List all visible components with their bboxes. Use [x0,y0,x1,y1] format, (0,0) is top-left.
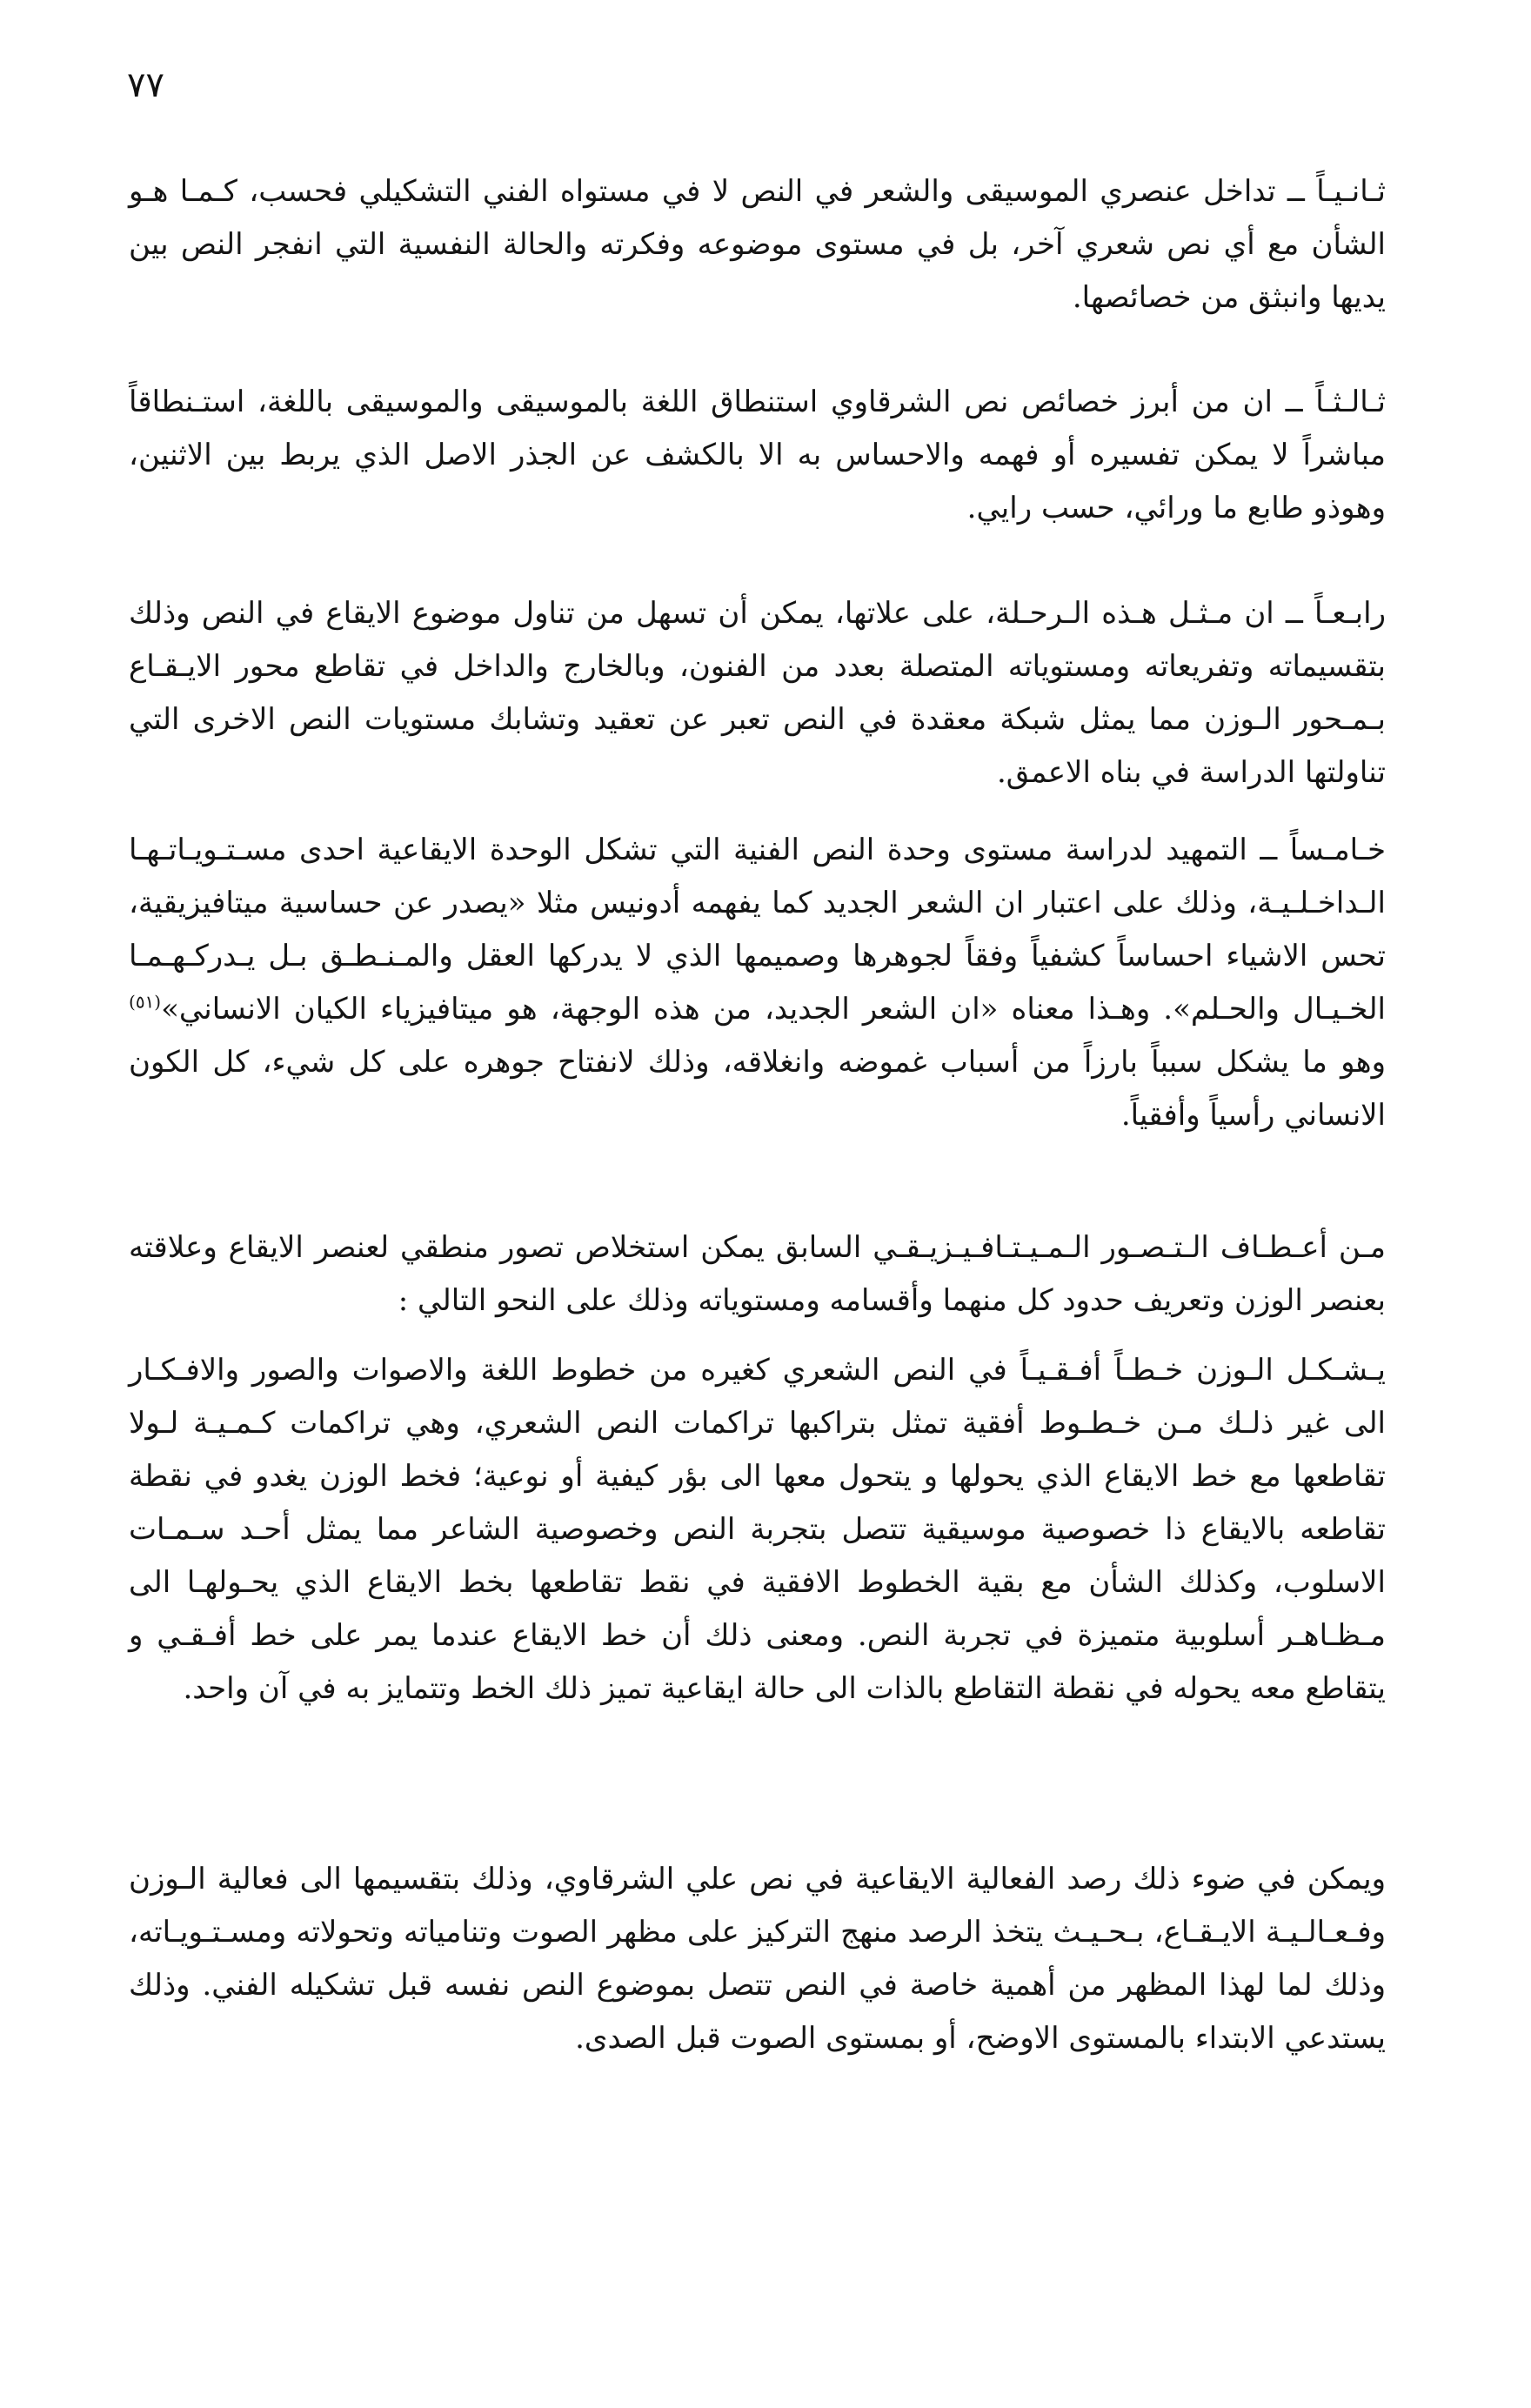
footnote-reference: (٥١) [129,991,162,1013]
page-number: ٧٧ [127,65,164,105]
paragraph-fifth-text-after-ref: وهو ما يشكل سبباً بارزاً من أسباب غموضه وانغلاقه، وذلك لانفتاح جوهره على كل شيء، كل الكون الانساني رأسياً وأفقياً. [129,1045,1386,1133]
paragraph-metaphysical-transition: مـن أعـطـاف الـتـصـور الـمـيـتـافـيـزيـقـي السابق يمكن استخلاص تصور منطقي لعنصر الايقاع وعلاقته بعنصر الوزن وتعريف حدود كل منهما وأقسامه ومستوياته وذلك على النحو التالي : [129,1230,1386,1318]
paragraph-rhythm-analysis: ويمكن في ضوء ذلك رصد الفعالية الايقاعية في نص علي الشرقاوي، وذلك بتقسيمها الى فعالية الـوزن وفـعـالـيـة الايـقـاع، بـحـيـث يتخذ الرصد منهج التركيز على مظهر الصوت وتنامياته وتحولاته ومسـتـويـاته، وذلك لما لهذا المظهر من أهمية خاصة في النص تتصل بموضوع النص نفسه قبل تشكيله الفني. وذلك يستدعي الابتداء بالمستوى الاوضح، أو بمستوى الصوت قبل الصدى. [129,1862,1386,2056]
paragraph-second: ثـانـيـاً ــ تداخل عنصري الموسيقى والشعر في النص لا في مستواه الفني التشكيلي فحسب، كـمـا هـو الشأن مع أي نص شعري آخر، بل في مستوى موضوعه وفكرته والحالة النفسية التي انفجر النص بين يديها وانبثق من خصائصها. [129,174,1386,315]
paragraph-weight-line: يـشـكـل الـوزن خـطـاً أفـقـيـاً في النص الشعري كغيره من خطوط اللغة والاصوات والصور والافـكـار الى غير ذلـك مـن خـطـوط أفقية تمثل بتراكبها تراكمات النص الشعري، وهي تراكمات كـمـيـة لـولا تقاطعها مع خط الايقاع الذي يحولها و يتحول معها الى بؤر كيفية أو نوعية؛ فخط الوزن يغدو في نقطة تقاطعه بالايقاع ذا خصوصية موسيقية تتصل بتجربة النص وخصوصية الشاعر مما يمثل أحـد سـمـات الاسلوب، وكذلك الشأن مع بقية الخطوط الافقية في نقط تقاطعها بخط الايقاع الذي يحـولهـا الى مـظـاهـر أسلوبية متميزة في تجربة النص. ومعنى ذلك أن خط الايقاع عندما يمر على خط أفـقـي و يتقاطع معه يحوله في نقطة التقاطع بالذات الى حالة ايقاعية تميز ذلك الخط وتتمايز به في آن واحد. [129,1353,1386,1706]
paragraph-fifth [129,824,1386,1142]
paragraph-fifth-text-before-ref: خـامـساً ــ التمهيد لدراسة مستوى وحدة النص الفنية التي تشكل الوحدة الايقاعية احدى مسـتـويـاتـهـا الـداخـلـيـة، وذلك على اعتبار ان الشعر الجديد كما يفهمه أدونيس مثلا «يصدر عن حساسية ميتافيزيقية، تحس الاشياء احساساً كشفياً وفقاً لجوهرها وصميمها الذي لا يدركها العقل والمـنـطـق بـل يـدركـهـمـا الخـيـال والحـلم». وهـذا معناه «ان الشعر الجديد، من هذه الوجهة، هو ميتافيزياء الكيان الانساني» [129,833,1386,1027]
paragraph-fourth: رابـعـاً ــ ان مـثـل هـذه الـرحـلة، على علاتها، يمكن أن تسهل من تناول موضوع الايقاع في النص وذلك بتقسيماته وتفريعاته ومستوياته المتصلة بعدد من الفنون، وبالخارج والداخل في تقاطع محور الايـقـاع بـمـحور الـوزن مما يمثل شبكة معقدة في النص تعبر عن تعقيد وتشابك مستويات النص الاخرى التي تناولتها الدراسة في بناه الاعمق. [129,596,1386,790]
paragraph-third: ثـالـثـاً ــ ان من أبرز خصائص نص الشرقاوي استنطاق اللغة بالموسيقى والموسيقى باللغة، استـنطاقاً مباشراً لا يمكن تفسيره أو فهمه والاحساس به الا بالكشف عن الجذر الاصل الذي يربط بين الاثنين، وهوذو طابع ما ورائي، حسب رايي. [129,385,1386,525]
